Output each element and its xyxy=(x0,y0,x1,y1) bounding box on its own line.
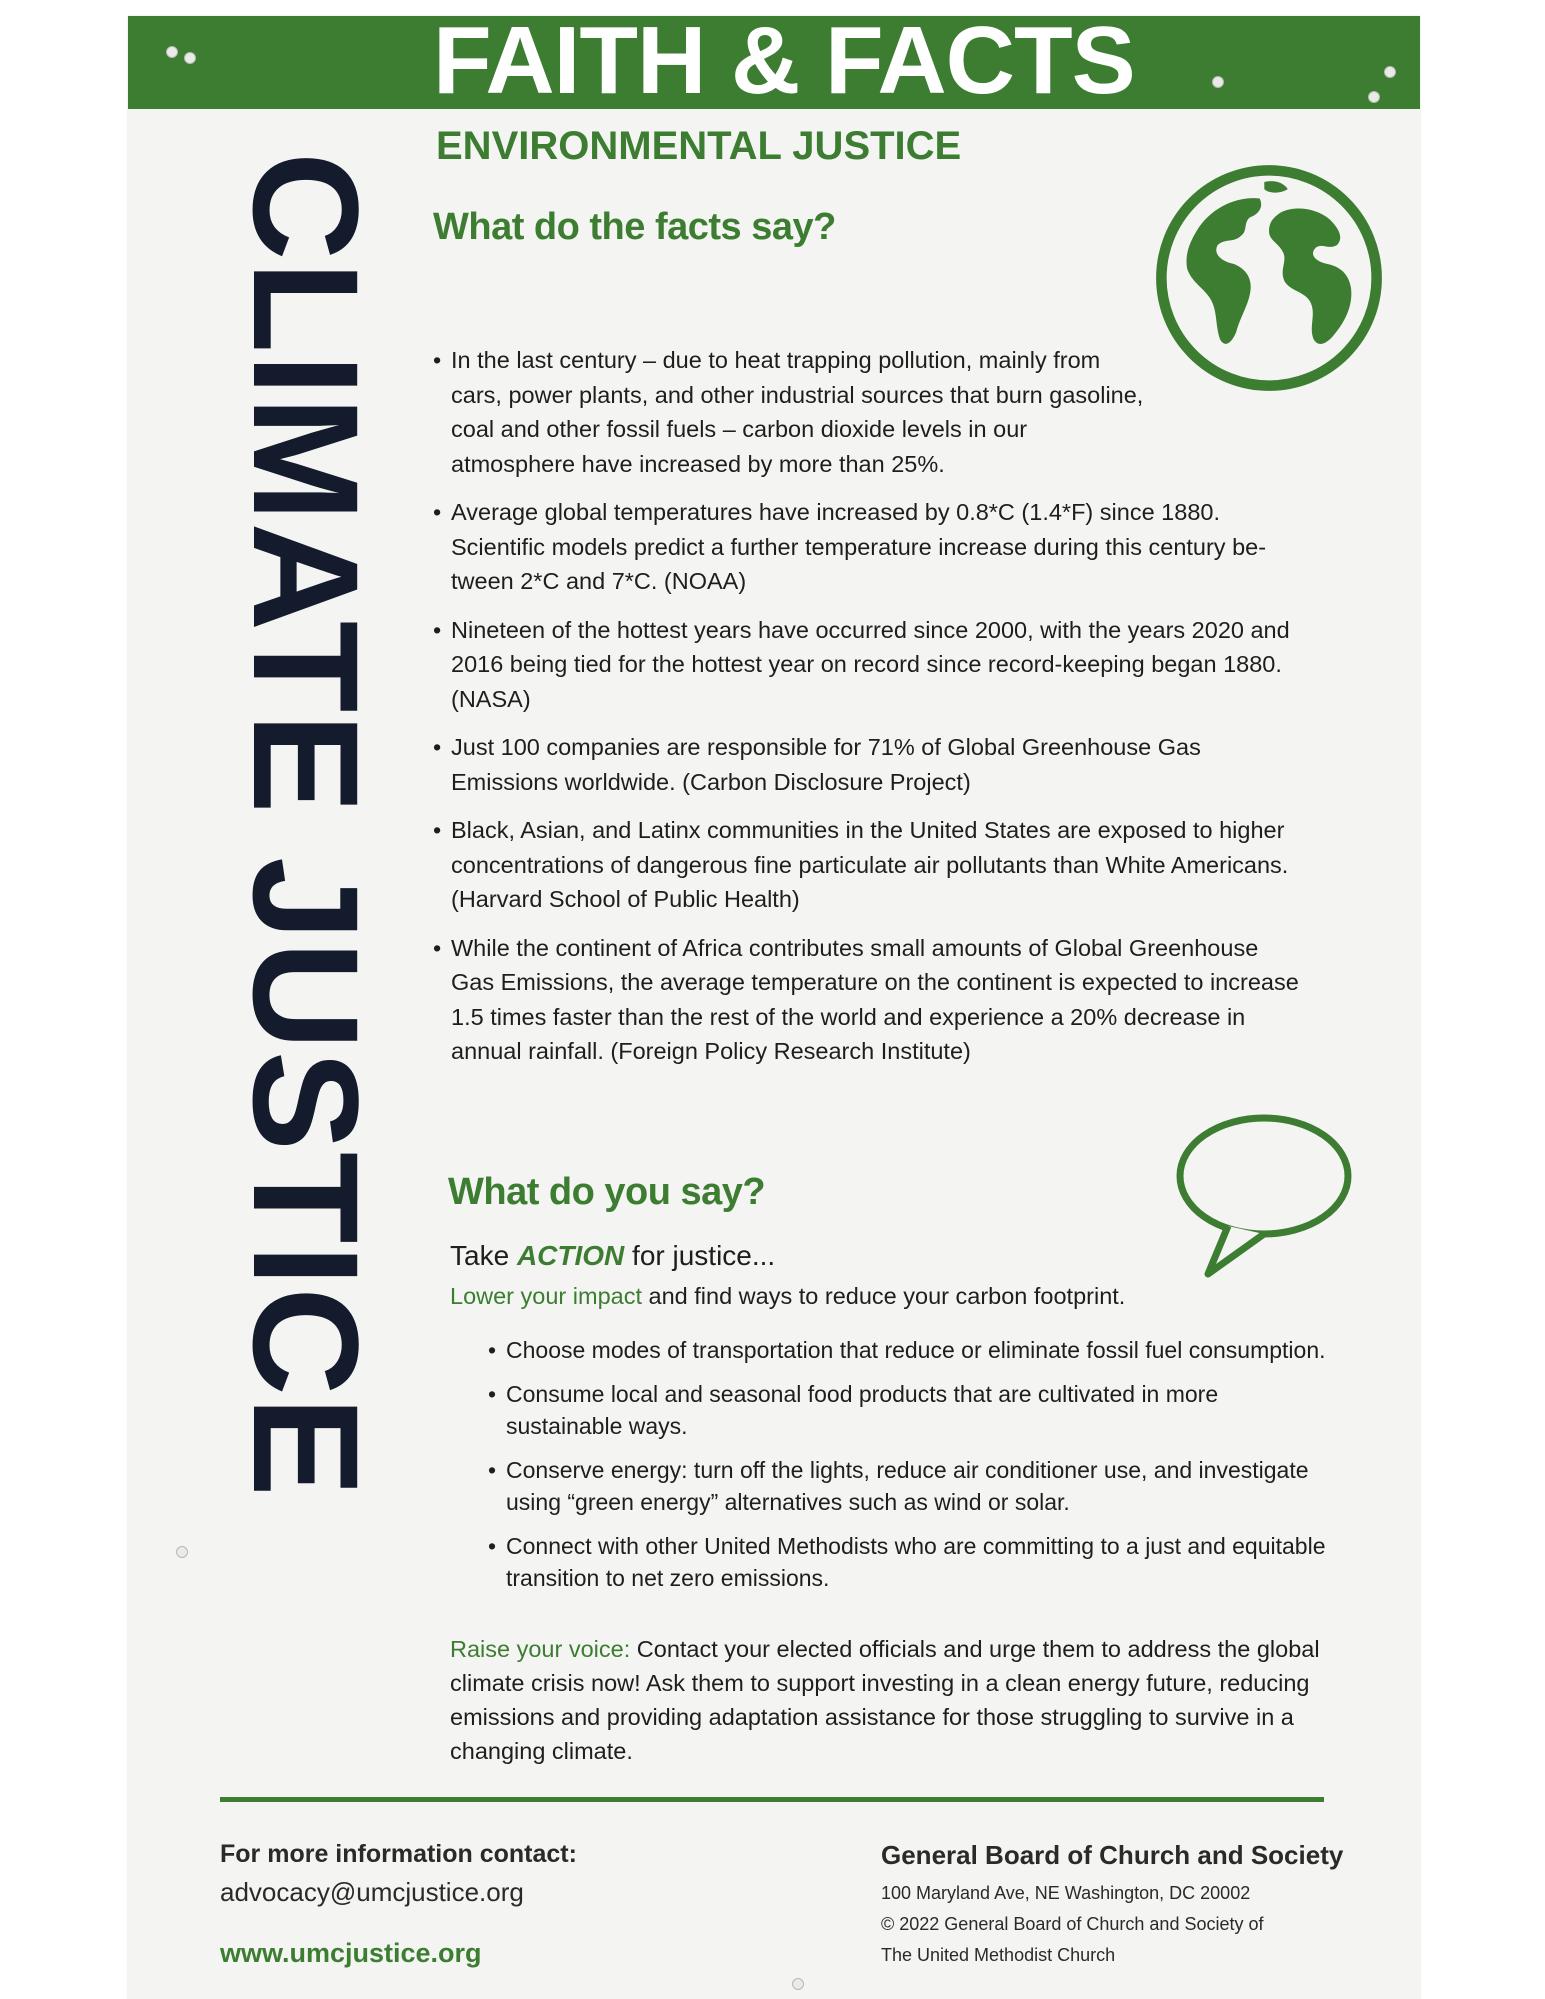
page-title: FAITH & FACTS xyxy=(433,7,1135,114)
footer-divider xyxy=(220,1797,1324,1802)
action-item: • Consume local and seasonal food products that are cultivated in more sustainable ways. xyxy=(488,1378,1286,1442)
website-link: www.umcjustice.org xyxy=(220,1938,482,1968)
speech-bubble-icon xyxy=(1168,1106,1358,1296)
fact-item: • Nineteen of the hottest years have occurred since 2000, with the years 2020 and 2016 being tied for the hottest year on record since record-keeping began 1880. (NASA) xyxy=(433,613,1303,717)
pin-hole xyxy=(1368,91,1380,103)
lower-impact-line xyxy=(450,1279,1125,1313)
pin-hole xyxy=(176,1546,188,1558)
pin-hole xyxy=(1212,76,1224,88)
say-heading: What do you say? xyxy=(448,1171,766,1213)
raise-voice-paragraph xyxy=(450,1632,1330,1768)
page-subtitle: ENVIRONMENTAL JUSTICE xyxy=(436,124,962,168)
poster xyxy=(128,7,1420,1999)
raise-voice-label: Raise your voice: xyxy=(450,1636,631,1662)
action-word: ACTION xyxy=(516,1240,625,1271)
pin-hole xyxy=(166,46,178,58)
org-address: 100 Maryland Ave, NE Washington, DC 20002 xyxy=(881,1883,1251,1903)
fact-item: • In the last century – due to heat trapping pollution, mainly from cars, power plants, and other industrial sources that burn gasoline, coal and other fossil fuels – carbon dioxide levels in our atmosphere have increased by more than 25%. xyxy=(433,343,1151,481)
take-prefix: Take xyxy=(450,1240,517,1271)
contact-heading: For more information contact: xyxy=(220,1840,577,1868)
pin-hole xyxy=(792,1978,804,1990)
copyright-line-2: The United Methodist Church xyxy=(881,1945,1116,1965)
fact-item: • While the continent of Africa contributes small amounts of Global Greenhouse Gas Emissions, the average temperature on the continent is expected to increase 1.5 times faster than the rest of the world and experience a 20% decrease in annual rainfall. (Foreign Policy Research Institute) xyxy=(433,931,1303,1069)
raise-voice-text: Contact your elected officials and urge them to address the global climate crisis now! Ask them to support investing in a clean energy future, reducing emissions and providing adaptation assistance for those struggling to survive in a changing climate. xyxy=(450,1636,1320,1764)
take-action-line xyxy=(450,1239,775,1273)
fact-item: • Average global temperatures have increased by 0.8*C (1.4*F) since 1880. Scientific models predict a further temperature increase during this century be-tween 2*C and 7*C. (NOAA) xyxy=(433,495,1303,599)
facts-heading: What do the facts say? xyxy=(433,206,836,248)
action-item: • Choose modes of transportation that reduce or eliminate fossil fuel consumption. xyxy=(488,1334,1358,1366)
pin-hole xyxy=(1384,66,1396,78)
action-item: • Conserve energy: turn off the lights, reduce air conditioner use, and investigate using “green energy” alternatives such as wind or solar. xyxy=(488,1454,1358,1518)
lower-impact-text: and find ways to reduce your carbon footprint. xyxy=(642,1283,1126,1309)
fact-item: • Just 100 companies are responsible for 71% of Global Greenhouse Gas Emissions worldwide. (Carbon Disclosure Project) xyxy=(433,730,1251,799)
facts-list xyxy=(433,343,1303,1083)
vertical-title: CLIMATE JUSTICE xyxy=(222,152,390,1498)
take-suffix: for justice... xyxy=(624,1240,776,1271)
lower-impact-label: Lower your impact xyxy=(450,1283,642,1309)
action-item: • Connect with other United Methodists who are committing to a just and equitable transition to net zero emissions. xyxy=(488,1530,1358,1594)
fact-item: • Black, Asian, and Latinx communities in the United States are exposed to higher concentrations of dangerous fine particulate air pollutants than White Americans. (Harvard School of Public Health) xyxy=(433,813,1303,917)
copyright-line-1: © 2022 General Board of Church and Society of xyxy=(881,1914,1264,1934)
actions-list xyxy=(488,1334,1358,1606)
contact-email: advocacy@umcjustice.org xyxy=(220,1877,524,1907)
pin-hole xyxy=(184,52,196,64)
org-name: General Board of Church and Society xyxy=(881,1840,1344,1870)
